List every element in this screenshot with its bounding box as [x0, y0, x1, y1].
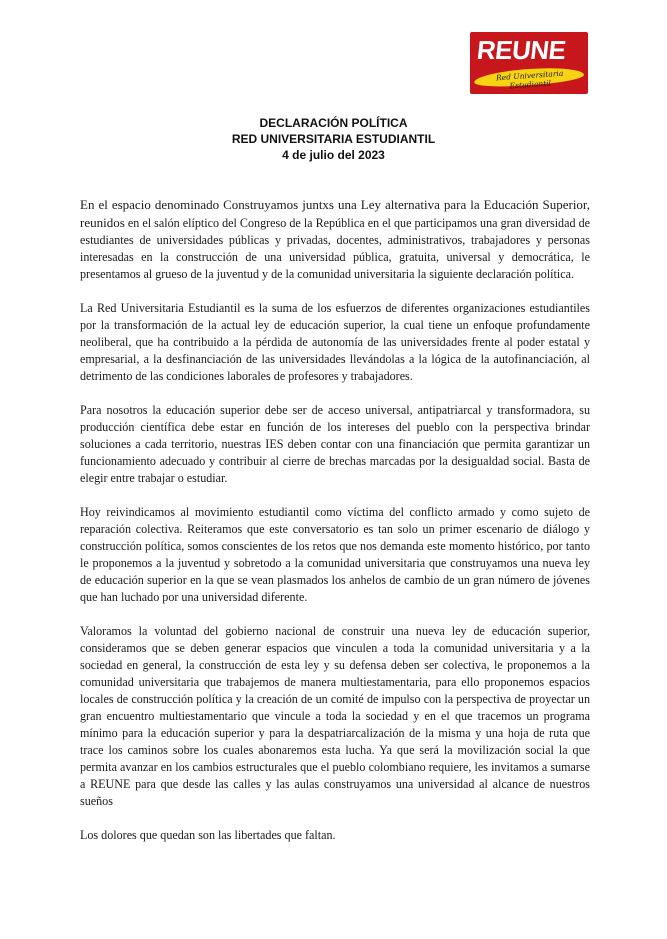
closing-line: Los dolores que quedan son las libertades que faltan.: [80, 828, 336, 842]
paragraph-5: Valoramos la voluntad del gobierno nacional de construir una nueva ley de educación superior, consideramos que se deben generar espacios que vinculen a toda la comunidad universitaria y a la sociedad en general, la construcción de esta ley y su defensa deben ser colectiva, le proponemos a la comunidad universitaria que trabajemos de manera multiestamentaria, para ello proponemos espacios locales de construcción política y la creación de un comité de impulso con la perspectiva de proyectar un gran encuentro multiestamentario que vincule a toda la sociedad y en el que tracemos un programa mínimo para la educación superior y para la despatriarcalización de la misma y una hoja de ruta que trace los caminos sobre los cuales abonaremos esta lucha. Ya que será la movilización social la que permita avanzar en los cambios estructurales que el pueblo colombiano requiere, les invitamos a sumarse a REUNE para que desde las calles y las aulas construyamos una universidad al alcance de nuestros sueños: [80, 624, 590, 808]
paragraph-4: Hoy reivindicamos al movimiento estudiantil como víctima del conflicto armado y como sujeto de reparación colectiva. Reiteramos que este conversatorio es tan solo un primer escenario de diálogo y construcción política, somos conscientes de los retos que nos demanda este momento histórico, por tanto le proponemos a la juventud y sobretodo a la comunidad universitaria que construyamos una nueva ley de educación superior en la que se vean plasmados los anhelos de cambio de un gran número de jóvenes que han luchado por una universidad diferente.: [80, 505, 590, 604]
document-body: [80, 196, 590, 861]
logo-wordmark: REUNE: [475, 35, 568, 65]
logo-tagline: Red Universitaria Estudiantil: [495, 68, 564, 91]
document-title: DECLARACIÓN POLÍTICA: [259, 116, 408, 130]
organization-name: RED UNIVERSITARIA ESTUDIANTIL: [231, 132, 436, 146]
reune-logo: [470, 32, 588, 94]
paragraph-1-rest: en el salón elíptico del Congreso de la República en el que participamos una gran diversidad de estudiantes de universidades públicas y privadas, docentes, administrativos, trabajadores y personas interesadas en la construcción de una universidad pública, gratuita, universal y democrática, le presentamos al grueso de la juventud y de la comunidad universitaria la siguiente declaración política.: [80, 216, 590, 281]
document-header: [0, 115, 667, 163]
paragraph-3: Para nosotros la educación superior debe ser de acceso universal, antipatriarcal y transformadora, su producción científica debe estar en función de los intereses del pueblo con la perspectiva brindar soluciones a cada territorio, nuestras IES deben contar con una financiación que permita garantizar un funcionamiento adecuado y contribuir al cierre de brechas marcadas por la desigualdad social. Basta de elegir entre trabajar o estudiar.: [80, 403, 590, 485]
paragraph-2: La Red Universitaria Estudiantil es la suma de los esfuerzos de diferentes organizaciones estudiantiles por la transformación de la actual ley de educación superior, la cual tiene un enfoque profundamente neoliberal, que ha contribuido a la pérdida de autonomía de las universidades frente al poder estatal y empresarial, a la desfinanciación de las universidades llevándolas a la lógica de la autofinanciación, al detrimento de las condiciones laborales de profesores y trabajadores.: [80, 301, 590, 383]
document-date: 4 de julio del 2023: [282, 148, 385, 162]
paragraph-1-lead: En el espacio denominado Construyamos juntxs una Ley alternativa para la Educación Superior, reunidos: [80, 197, 590, 230]
paragraph-1: [80, 196, 590, 283]
